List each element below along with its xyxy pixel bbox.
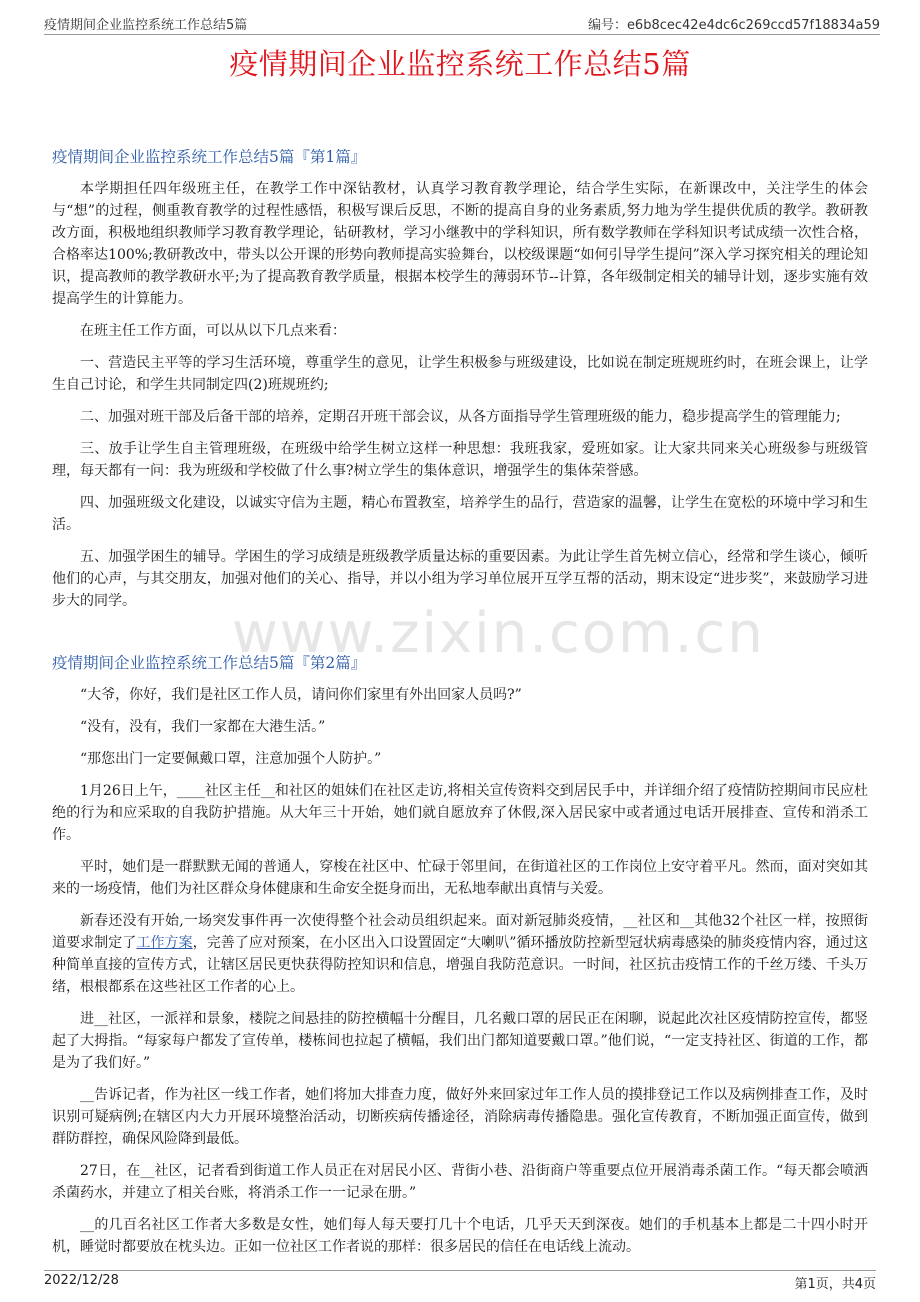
footer-page-number: 第1页，共4页: [794, 1277, 876, 1292]
section-2-body: [52, 684, 868, 1258]
paragraph: __的几百名社区工作者大多数是女性，她们每人每天要打几十个电话，几乎天天到深夜。她们的手机基本上都是二十四小时开机，睡觉时都要放在枕头边。正如一位社区工作者说的那样：很多居民的信任在电话线上流动。: [52, 1217, 868, 1255]
paragraph: “大爷，你好，我们是社区工作人员，请问你们家里有外出回家人员吗?”: [80, 687, 522, 703]
work-plan-link[interactable]: 工作方案: [136, 935, 193, 951]
paragraph: [52, 910, 868, 998]
section-2-title[interactable]: 疫情期间企业监控系统工作总结5篇『第2篇』: [52, 654, 367, 672]
paragraph: 本学期担任四年级班主任，在教学工作中深钻教材，认真学习教育教学理论，结合学生实际，在新课改中，关注学生的体会与“想”的过程，侧重教育教学的过程性感悟，积极写课后反思，不断的提高自身的业务素质,努力地为学生提供优质的教学。教研教改方面，积极地组织教师学习教育教学理论，钻研教材，学习小继教中的学科知识，所有数学教师在学科知识考试成绩一次性合格，合格率达100%;教研教改中，带头以公开课的形势向教师提高实验舞台，以校级课题“如何引导学生提问”深入学习探究相关的理论知识，提高教师的教学教研水平;为了提高教育教学质量，根据本校学生的薄弱环节--计算，各年级制定相关的辅导计划，逐步实施有效提高学生的计算能力。: [52, 181, 868, 307]
paragraph: 二、加强对班干部及后备干部的培养，定期召开班干部会议，从各方面指导学生管理班级的能力，稳步提高学生的管理能力;: [80, 409, 841, 425]
header-doc-number: 编号：e6b8cec42e4dc6c269ccd57f18834a59: [587, 18, 880, 33]
header-doc-title: 疫情期间企业监控系统工作总结5篇: [44, 18, 248, 33]
paragraph: “没有，没有，我们一家都在大港生活。”: [80, 719, 326, 735]
page-footer: [44, 1270, 876, 1293]
paragraph: 四、加强班级文化建设，以诚实守信为主题，精心布置教室，培养学生的品行，营造家的温馨，让学生在宽松的环境中学习和生活。: [52, 495, 868, 533]
paragraph: 在班主任工作方面，可以从以下几点来看：: [80, 323, 346, 339]
paragraph: 27日，在__社区，记者看到街道工作人员正在对居民小区、背街小巷、沿街商户等重要点位开展消毒杀菌工作。“每天都会喷洒杀菌药水，并建立了相关台账，将消杀工作一一记录在册。”: [52, 1163, 868, 1201]
paragraph-text: ，完善了应对预案，在小区出入口设置固定“大喇叭”循环播放防控新型冠状病毒感染的肺炎疫情内容，通过这种简单直接的宣传方式，让辖区居民更快获得防控知识和信息，增强自我防范意识。一时间，社区抗击疫情工作的千丝万缕、千头万绪，根根都系在这些社区工作者的心上。: [52, 935, 869, 995]
watermark: www.zixin.com.cn: [232, 601, 765, 666]
section-1-body: [52, 178, 868, 612]
paragraph: 五、加强学困生的辅导。学困生的学习成绩是班级教学质量达标的重要因素。为此让学生首先树立信心，经常和学生谈心，倾听他们的心声，与其交朋友，加强对他们的关心、指导，并以小组为学习单位展开互学互帮的活动，期末设定“进步奖”，来鼓励学习进步大的同学。: [52, 549, 868, 609]
paragraph: “那您出门一定要佩戴口罩，注意加强个人防护。”: [80, 751, 382, 767]
paragraph: 平时，她们是一群默默无闻的普通人，穿梭在社区中、忙碌于邻里间，在街道社区的工作岗位上安守着平凡。然而，面对突如其来的一场疫情，他们为社区群众身体健康和生命安全挺身而出，无私地奉献出真情与关爱。: [52, 859, 868, 897]
paragraph: __告诉记者，作为社区一线工作者，她们将加大排查力度，做好外来回家过年工作人员的摸排登记工作以及病例排查工作，及时识别可疑病例;在辖区内大力开展环境整治活动，切断疾病传播途径，消除病毒传播隐患。强化宣传教育，不断加强正面宣传，做到群防群控，确保风险降到最低。: [52, 1087, 868, 1147]
page-header: [44, 12, 880, 35]
paragraph: 三、放手让学生自主管理班级，在班级中给学生树立这样一种思想：我班我家，爱班如家。让大家共同来关心班级参与班级管理，每天都有一问：我为班级和学校做了什么事?树立学生的集体意识，增强学生的集体荣誉感。: [52, 441, 868, 479]
section-1-title[interactable]: 疫情期间企业监控系统工作总结5篇『第1篇』: [52, 148, 367, 166]
page-title: 疫情期间企业监控系统工作总结5篇: [229, 47, 691, 81]
paragraph: 一、营造民主平等的学习生活环境，尊重学生的意见，让学生积极参与班级建设，比如说在制定班规班约时，在班会课上，让学生自己讨论，和学生共同制定四(2)班规班约;: [52, 355, 868, 393]
footer-date: 2022/12/28: [44, 1273, 119, 1288]
paragraph: 进__社区，一派祥和景象，楼院之间悬挂的防控横幅十分醒目，几名戴口罩的居民正在闲聊，说起此次社区疫情防控宣传，都竖起了大拇指。“每家每户都发了宣传单，楼栋间也拉起了横幅，我们出门都知道要戴口罩。”他们说，“一定支持社区、街道的工作，都是为了我们好。”: [52, 1011, 868, 1071]
paragraph-text: 新春还没有开始,一场突发事件再一次使得整个社会动员组织起来。面对新冠肺炎疫情，__社区和__其他32个社区一样，按照街道要求制定了: [52, 913, 868, 951]
paragraph: 1月26日上午，____社区主任__和社区的姐妹们在社区走访,将相关宣传资料交到居民手中，并详细介绍了疫情防控期间市民应杜绝的行为和应采取的自我防护措施。从大年三十开始，她们就自愿放弃了休假,深入居民家中或者通过电话开展排查、宣传和消杀工作。: [52, 783, 868, 843]
